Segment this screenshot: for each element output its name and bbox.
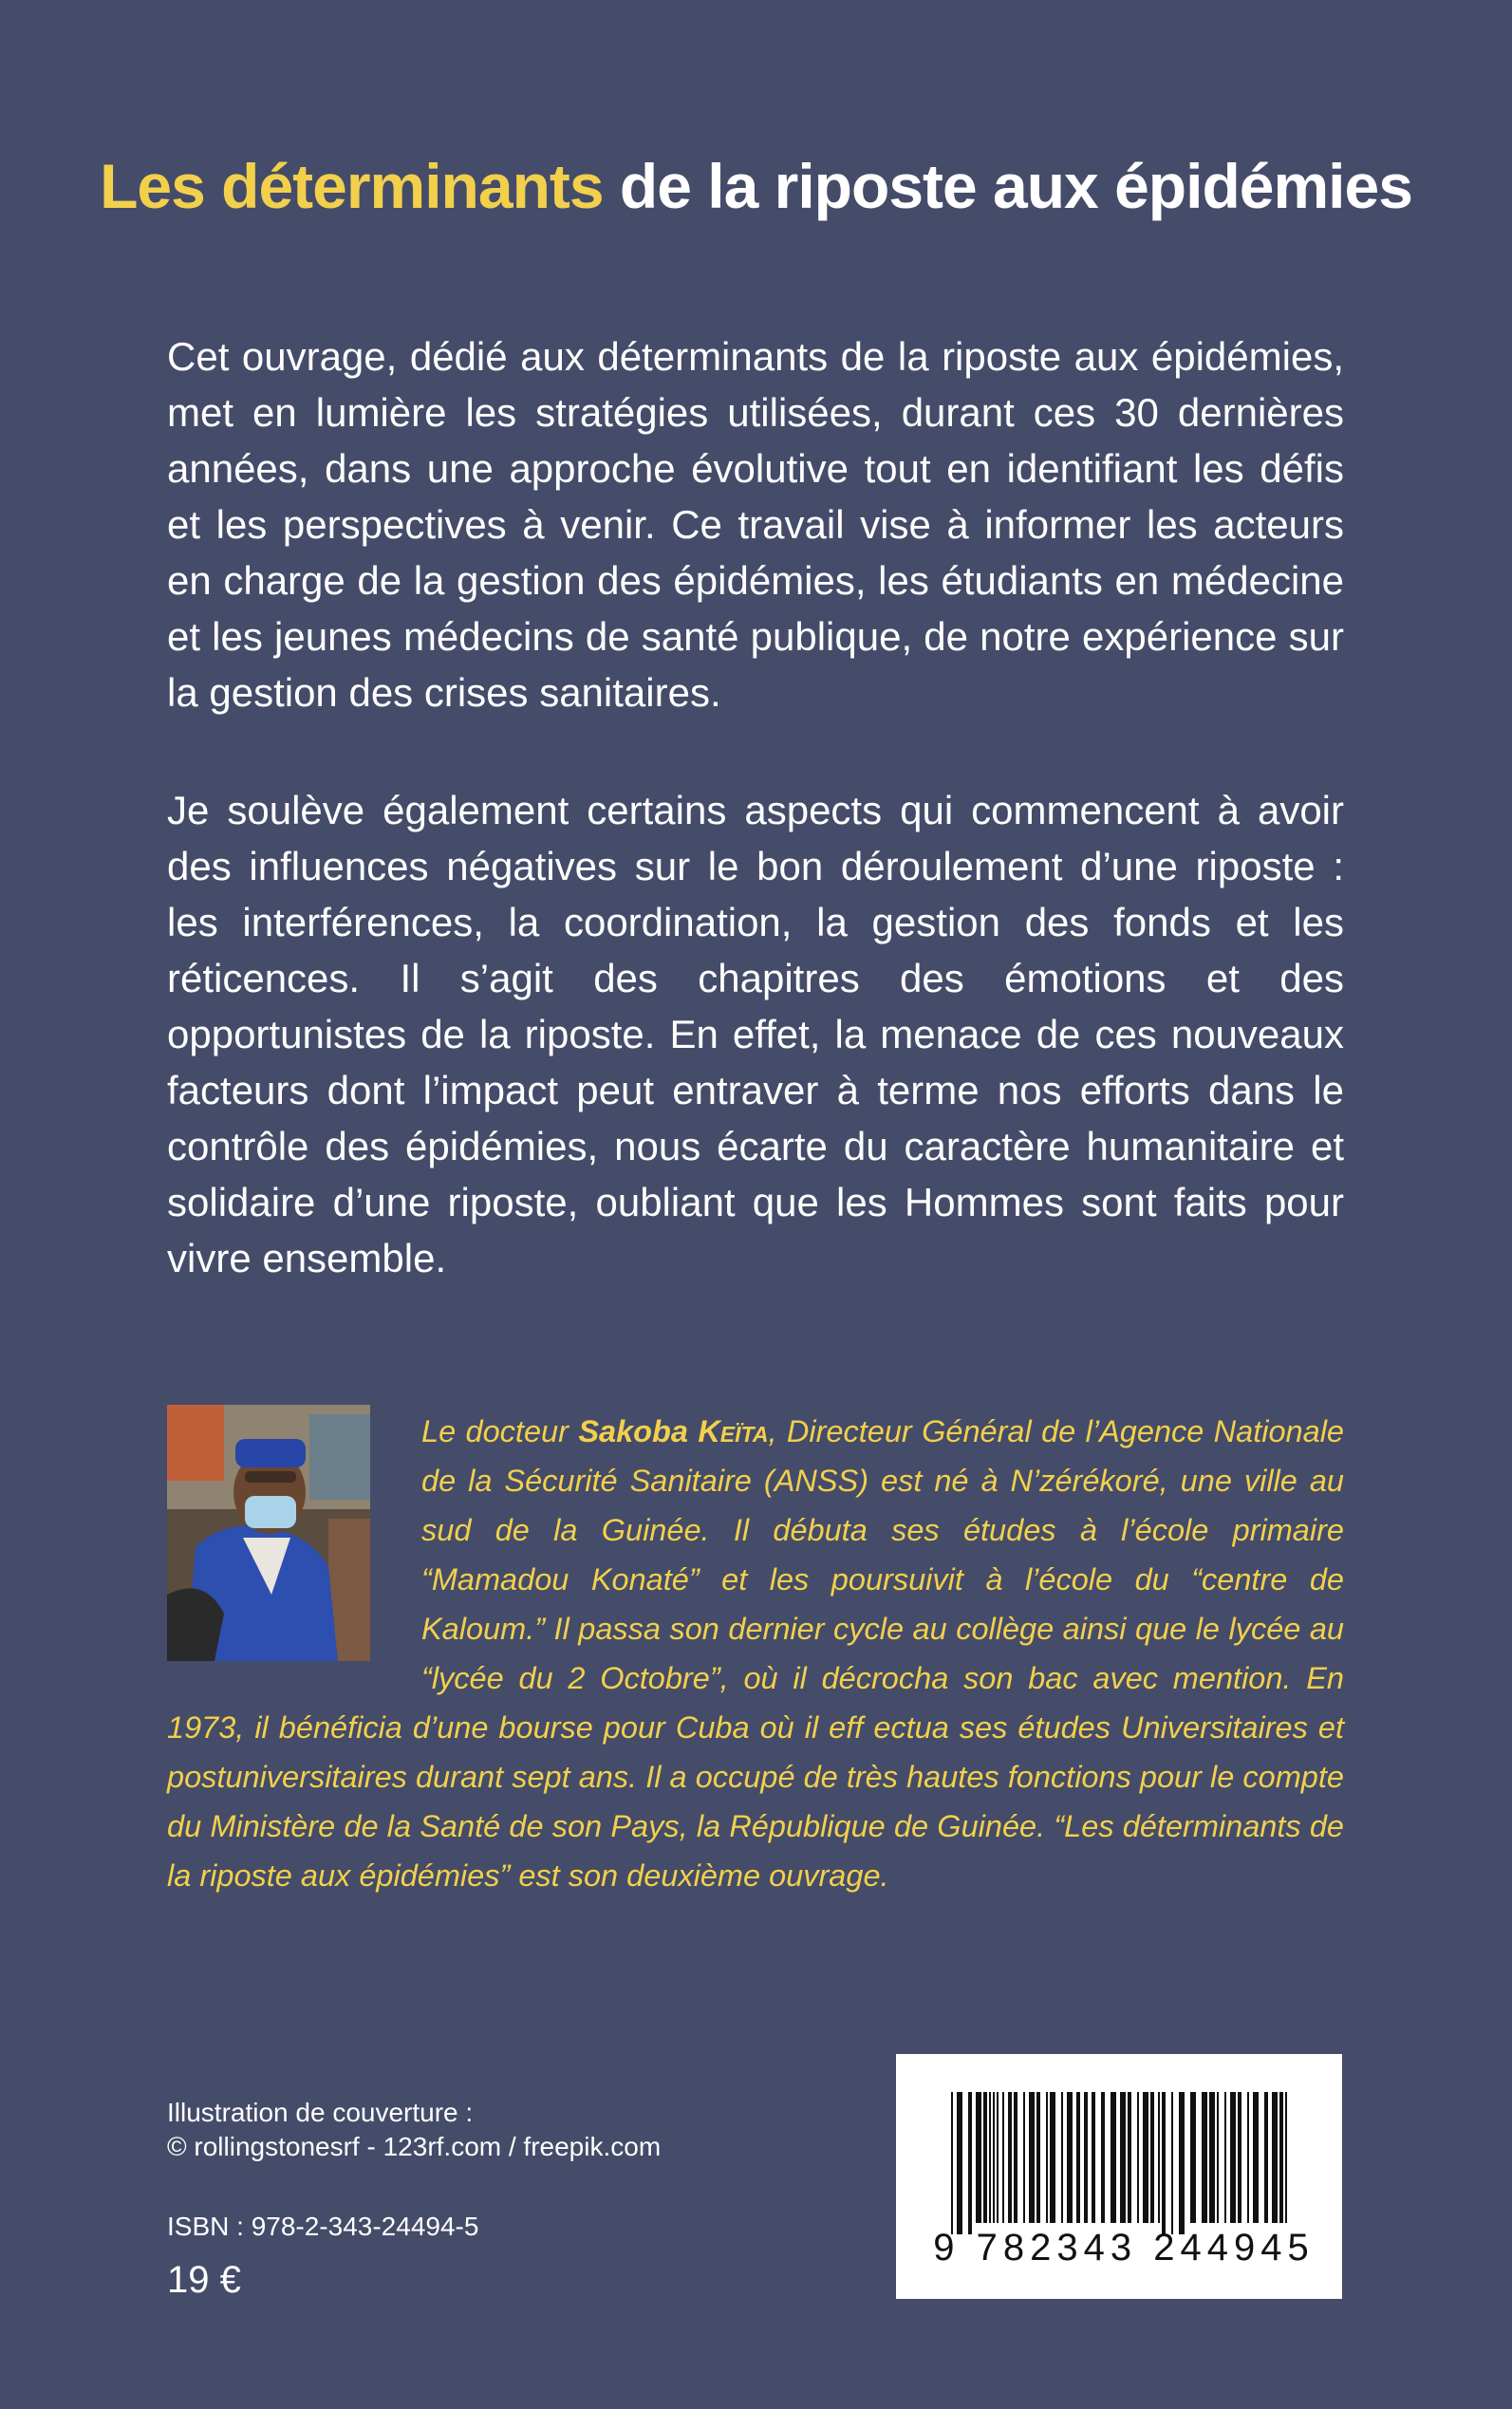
barcode-bar <box>1171 2092 1173 2234</box>
barcode-bar <box>1092 2092 1095 2223</box>
barcode-bar <box>1272 2092 1278 2223</box>
barcode-bar <box>1150 2092 1154 2223</box>
barcode-bar <box>957 2092 962 2234</box>
author-bio-text: , Directeur Général de l’Agence Nationale de la Sécurité Sanitaire (ANSS) est né à N’zérékoré, une ville au sud de la Guinée. Il débuta ses études à l’école primaire “Mamadou Konaté” et les poursuivit à l’école du “centre de Kaloum.” Il passa son dernier cycle au collège ainsi que le lycée au “lycée du 2 Octobre”, où il décrocha son bac avec mention. En 1973, il bénéficia d’une bourse pour Cuba où il eff ectua ses études Universitaires et postuniversitaires durant sept ans. Il a occupé de très hautes fonctions pour le compte du Ministère de la Santé de son Pays, la République de Guinée. “Les déterminants de la riposte aux épidémies” est son deuxième ouvrage. <box>167 1414 1344 1893</box>
barcode-bar <box>989 2092 991 2223</box>
barcode-bar <box>1224 2092 1226 2223</box>
barcode-bar <box>1279 2092 1283 2223</box>
barcode-bar <box>951 2092 953 2234</box>
photo-spacer <box>167 1407 421 1691</box>
author-last-name: Keïta <box>698 1414 769 1448</box>
credits-line-2: © rollingstonesrf - 123rf.com / freepik.com <box>167 2132 662 2161</box>
barcode-bar <box>1029 2092 1035 2223</box>
barcode-bar <box>1036 2092 1040 2223</box>
barcode-bar <box>1264 2092 1268 2223</box>
barcode-bar <box>1202 2092 1207 2223</box>
barcode-bar <box>1061 2092 1063 2223</box>
barcode-bar <box>1162 2092 1166 2234</box>
barcode-bar <box>968 2092 972 2234</box>
barcode-bar <box>1158 2092 1160 2223</box>
barcode-bar <box>1217 2092 1219 2223</box>
barcode-bar <box>993 2092 995 2223</box>
author-first-name: Sakoba <box>578 1414 688 1448</box>
barcode-bar <box>1023 2092 1025 2223</box>
barcode-bar <box>1120 2092 1126 2223</box>
barcode-bar <box>1111 2092 1116 2223</box>
barcode-bar <box>1253 2092 1259 2223</box>
author-bio-prefix: Le docteur <box>421 1414 579 1448</box>
price: 19 € <box>167 2259 241 2301</box>
barcode-bar <box>1137 2092 1139 2223</box>
barcode-bar <box>997 2092 999 2223</box>
barcode-bar <box>1084 2092 1088 2223</box>
barcode-bar <box>1238 2092 1241 2223</box>
barcode-bar <box>1247 2092 1249 2223</box>
barcode <box>896 2054 1342 2299</box>
barcode-bar <box>1002 2092 1004 2223</box>
barcode-bar <box>1179 2092 1185 2234</box>
summary-paragraph-1: Cet ouvrage, dédié aux déterminants de la riposte aux épidémies, met en lumière les stratégies utilisées, durant ces 30 dernières années, dans une approche évolutive tout en identifiant les défis et les perspectives à venir. Ce travail vise à informer les acteurs en charge de la gestion des épidémies, les étudiants en médecine et les jeunes médecins de santé publique, de notre expérience sur la gestion des crises sanitaires. <box>167 334 1344 715</box>
barcode-bar <box>1076 2092 1080 2223</box>
isbn: ISBN : 978-2-343-24494-5 <box>167 2212 479 2241</box>
barcode-bar <box>1143 2092 1148 2223</box>
barcode-digits: 9 782343 244945 <box>933 2227 1315 2269</box>
barcode-bar <box>983 2092 987 2223</box>
barcode-bar <box>1014 2092 1017 2223</box>
barcode-bar <box>1008 2092 1012 2223</box>
barcode-bar <box>976 2092 981 2223</box>
barcode-bar <box>1067 2092 1073 2223</box>
barcode-bar <box>1285 2092 1287 2223</box>
author-bio <box>167 1407 1344 1900</box>
barcode-bar <box>1230 2092 1236 2223</box>
cover-credits <box>167 2096 661 2164</box>
barcode-bar <box>1101 2092 1105 2223</box>
barcode-bar <box>1209 2092 1215 2223</box>
book-title-accent: Les déterminants <box>100 151 604 222</box>
credits-line-1: Illustration de couverture : <box>167 2098 474 2127</box>
barcode-bar <box>1190 2092 1196 2223</box>
barcode-bar <box>1050 2092 1055 2223</box>
barcode-bar <box>1046 2092 1048 2223</box>
book-title <box>0 148 1512 224</box>
barcode-bar <box>1128 2092 1131 2223</box>
summary-paragraph-2: Je soulève également certains aspects qui commencent à avoir des influences négatives sur le bon déroulement d’une riposte : les interférences, la coordination, la gestion des fonds et les réticences. Il s’agit des chapitres des émotions et des opportunistes de la riposte. En effet, la menace de ces nouveaux facteurs dont l’impact peut entraver à terme nos efforts dans le contrôle des épidémies, nous écarte du caractère humanitaire et solidaire d’une riposte, oubliant que les Hommes sont faits pour vivre ensemble. <box>167 788 1344 1280</box>
book-title-rest: de la riposte aux épidémies <box>619 151 1412 222</box>
